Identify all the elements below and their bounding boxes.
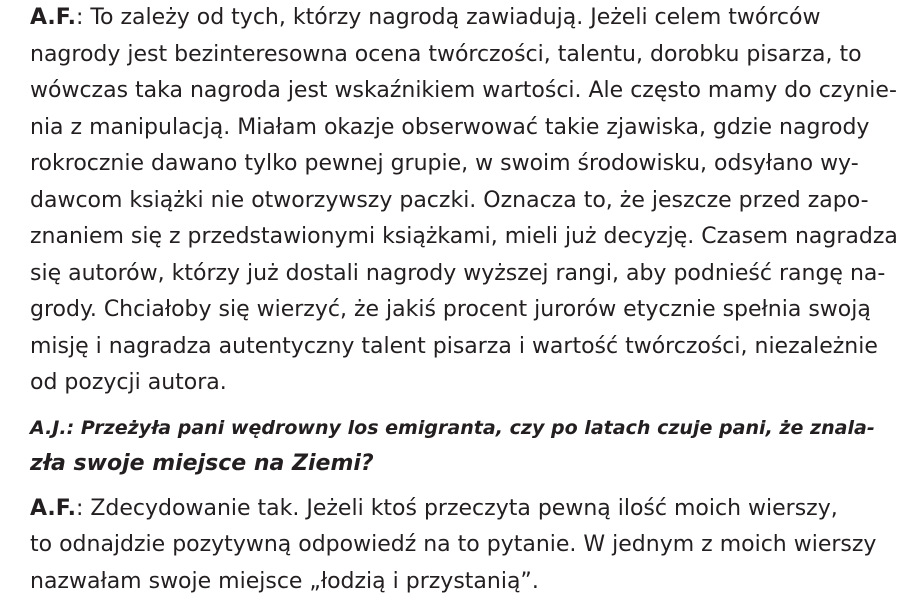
speaker-separator: :: [75, 5, 91, 30]
text-line: dawcom książki nie otworzywszy paczki. Oznacza to, że jeszcze przed zapo-: [30, 187, 869, 213]
text-line: nia z manipulacją. Miałam okazje obserwować takie zjawiska, gdzie nagrody: [30, 114, 870, 140]
text-line: znaniem się z przedstawionymi książkami, mieli już decyzję. Czasem nagradza: [30, 224, 898, 249]
text-line: to odnajdzie pozytywną odpowiedź na to pytanie. W jednym z moich wierszy: [30, 532, 877, 557]
question-text: Przeżyła pani wędrowny los emigranta, czy po latach czuje pani, że znala-: [80, 416, 875, 439]
speaker-label: A.J.:: [30, 416, 75, 439]
speaker-label: A.F.: [30, 5, 76, 30]
text-line: rokrocznie dawano tylko pewnej grupie, w swoim środowisku, odsyłano wy-: [30, 151, 859, 176]
text-line: misję i nagradza autentyczny talent pisarza i wartość twórczości, niezależnie: [30, 333, 878, 359]
text-line: [4, 410, 898, 447]
text-line: nagrody jest bezinteresowna ocena twórczości, talentu, dorobku pisarza, to: [30, 41, 862, 67]
answer-text: To zależy od tych, którzy nagrodą zawiadują. Jeżeli celem twórców: [90, 5, 821, 30]
text-line: nazwałam swoje miejsce „łodzią i przystanią”.: [30, 568, 539, 594]
text-line: [4, 0, 898, 37]
text-line: grody. Chciałoby się wierzyć, że jakiś procent jurorów etycznie spełnia swoją: [30, 297, 871, 322]
text-line: od pozycji autora.: [30, 370, 227, 395]
speaker-separator: [74, 417, 81, 439]
answer-paragraph-1: [4, 0, 898, 402]
answer-paragraph-2: [4, 491, 898, 601]
speaker-label: A.F.: [30, 495, 76, 521]
text-line: wówczas taka nagroda jest wskaźnikiem wartości. Ale często mamy do czynie-: [30, 78, 897, 103]
text-line: [4, 491, 898, 528]
answer-text: Zdecydowanie tak. Jeżeli ktoś przeczyta pewną ilość moich wierszy,: [90, 495, 838, 521]
text-line: zła swoje miejsce na Ziemi?: [30, 451, 374, 476]
text-line: się autorów, którzy już dostali nagrody wyższej rangi, aby podnieść rangę na-: [30, 260, 886, 286]
speaker-separator: :: [75, 495, 91, 521]
question-paragraph: [4, 410, 898, 483]
